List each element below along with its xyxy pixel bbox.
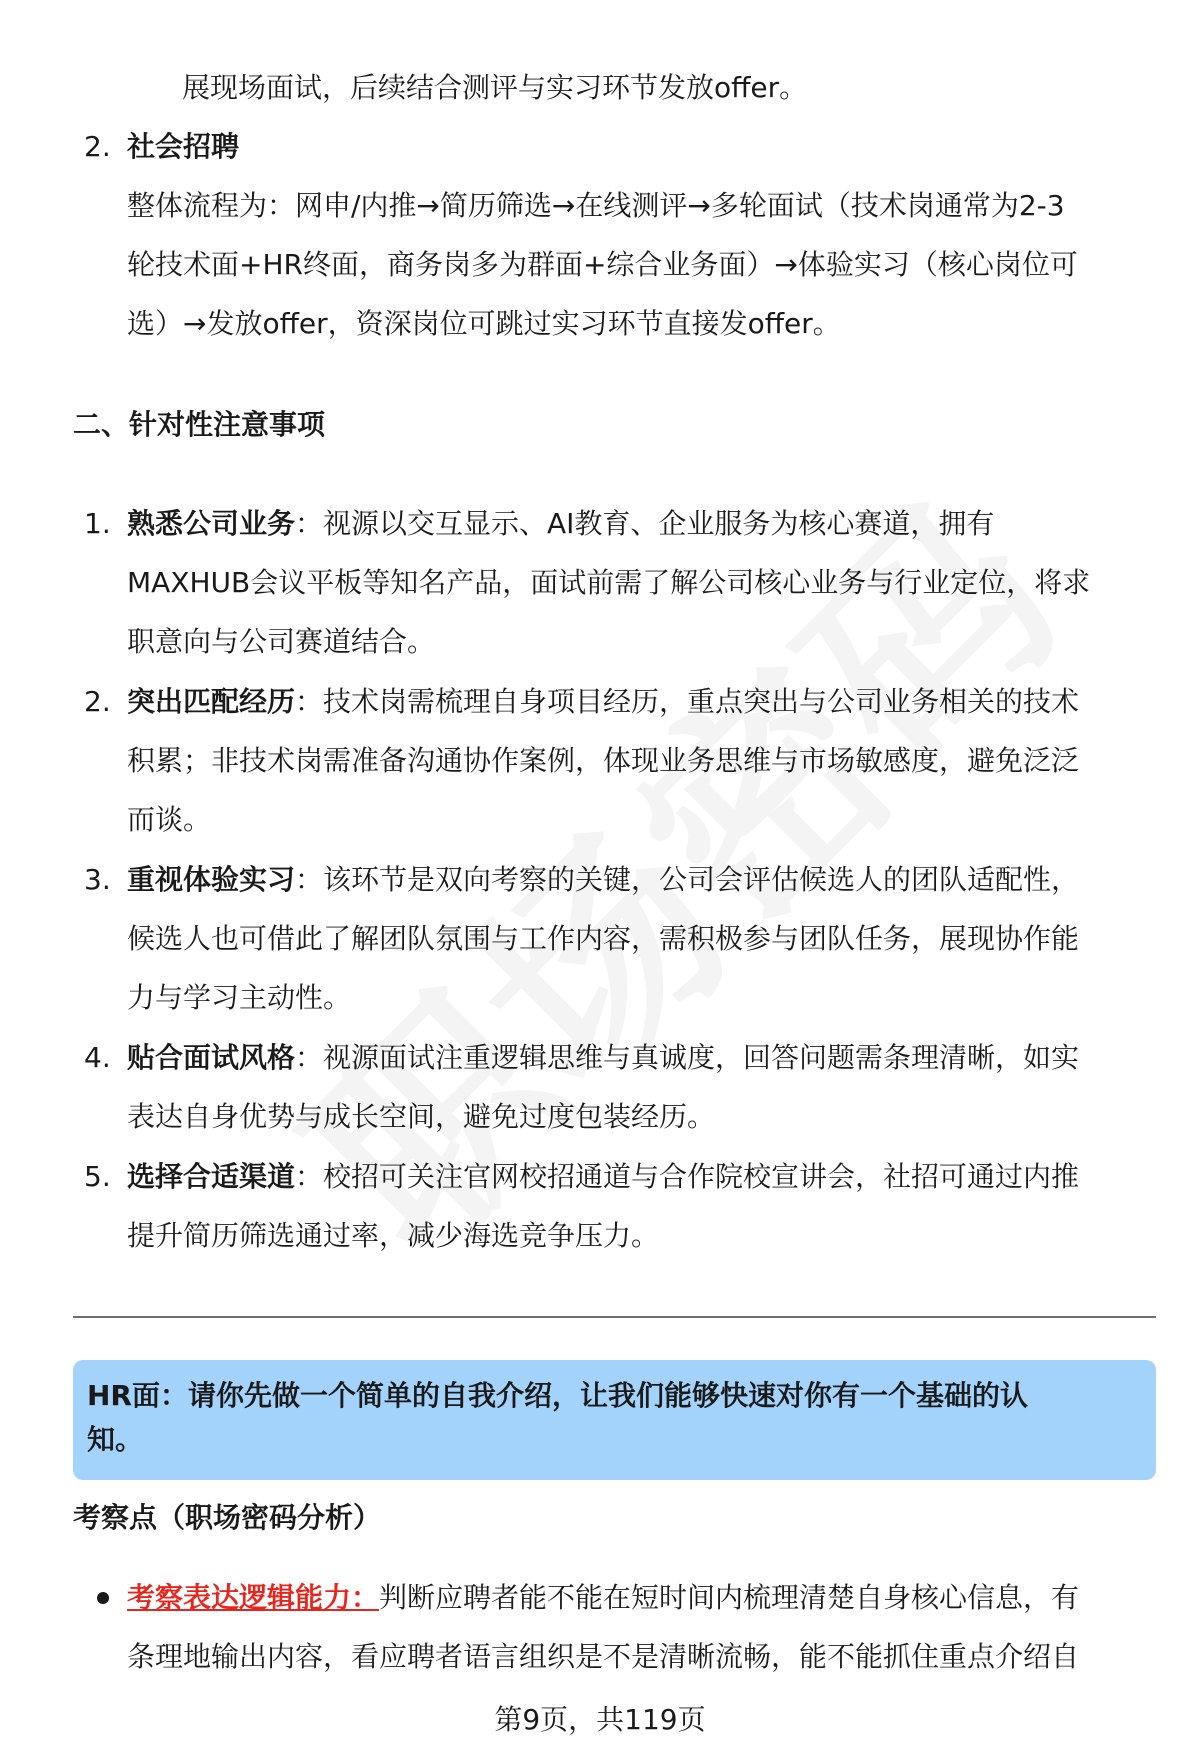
tip-line: 而谈。 (127, 803, 212, 836)
tip-first-line (127, 672, 1079, 731)
tip-text: ：视源以交互显示、AI教育、企业服务为核心赛道，拥有 (295, 507, 995, 540)
section-heading: 二、针对性注意事项 (73, 408, 326, 441)
tip-title: 贴合面试风格 (127, 1041, 296, 1074)
analysis-point-text: 判断应聘者能不能在短时间内梳理清楚自身核心信息，有 (379, 1581, 1080, 1614)
tip-text: ：视源面试注重逻辑思维与真诚度，回答问题需条理清晰，如实 (295, 1041, 1080, 1074)
tip-line: 积累；非技术岗需准备沟通协作案例，体现业务思维与市场敏感度，避免泛泛 (127, 744, 1080, 777)
tip-first-line (127, 1147, 1079, 1206)
analysis-point-first-line (127, 1568, 1079, 1627)
bullet-dot-icon (97, 1592, 109, 1604)
social-line: 选）→发放offer，资深岗位可跳过实习环节直接发offer。 (127, 307, 841, 340)
social-number: 2. (84, 130, 111, 163)
social-line: 轮技术面+HR终面，商务岗多为群面+综合业务面）→体验实习（核心岗位可 (127, 248, 1078, 281)
tip-line: 表达自身优势与成长空间，避免过度包装经历。 (127, 1100, 716, 1133)
analysis-heading: 考察点（职场密码分析） (73, 1501, 382, 1534)
social-line: 整体流程为：网申/内推→简历筛选→在线测评→多轮面试（技术岗通常为2-3 (127, 189, 1065, 222)
tip-first-line (127, 1028, 1079, 1087)
tip-line: 力与学习主动性。 (127, 981, 352, 1014)
tip-first-line (127, 850, 1079, 909)
analysis-point-line: 条理地输出内容，看应聘者语言组织是不是清晰流畅，能不能抓住重点介绍自 (127, 1640, 1080, 1673)
tip-number: 5. (84, 1160, 111, 1193)
tip-number: 1. (84, 507, 111, 540)
social-title: 社会招聘 (127, 130, 240, 163)
tip-number: 4. (84, 1041, 111, 1074)
question-box (73, 1360, 1156, 1480)
tip-title: 重视体验实习 (127, 863, 296, 896)
question-line: HR面：请你先做一个简单的自我介绍，让我们能够快速对你有一个基础的认 (87, 1379, 1028, 1412)
tip-text: ：该环节是双向考察的关键，公司会评估候选人的团队适配性， (295, 863, 1080, 896)
divider (73, 1316, 1156, 1318)
tip-text: ：校招可关注官网校招通道与合作院校宣讲会，社招可通过内推 (295, 1160, 1080, 1193)
analysis-point-title: 考察表达逻辑能力： (127, 1581, 380, 1614)
tip-line: 提升简历筛选通过率，减少海选竞争压力。 (127, 1219, 660, 1252)
question-line: 知。 (87, 1423, 144, 1456)
question-text (87, 1374, 1087, 1462)
tip-title: 选择合适渠道 (127, 1160, 296, 1193)
tip-first-line (127, 494, 994, 553)
tip-title: 熟悉公司业务 (127, 507, 296, 540)
tip-text: ：技术岗需梳理自身项目经历，重点突出与公司业务相关的技术 (295, 685, 1080, 718)
page-footer: 第9页，共119页 (494, 1703, 706, 1736)
tip-line: 职意向与公司赛道结合。 (127, 625, 436, 658)
tip-title: 突出匹配经历 (127, 685, 296, 718)
intro-tail-text: 展现场面试，后续结合测评与实习环节发放offer。 (182, 71, 808, 104)
tip-line: 候选人也可借此了解团队氛围与工作内容，需积极参与团队任务，展现协作能 (127, 922, 1080, 955)
tip-number: 2. (84, 685, 111, 718)
tip-line: MAXHUB会议平板等知名产品，面试前需了解公司核心业务与行业定位，将求 (127, 566, 1091, 599)
tip-number: 3. (84, 863, 111, 896)
